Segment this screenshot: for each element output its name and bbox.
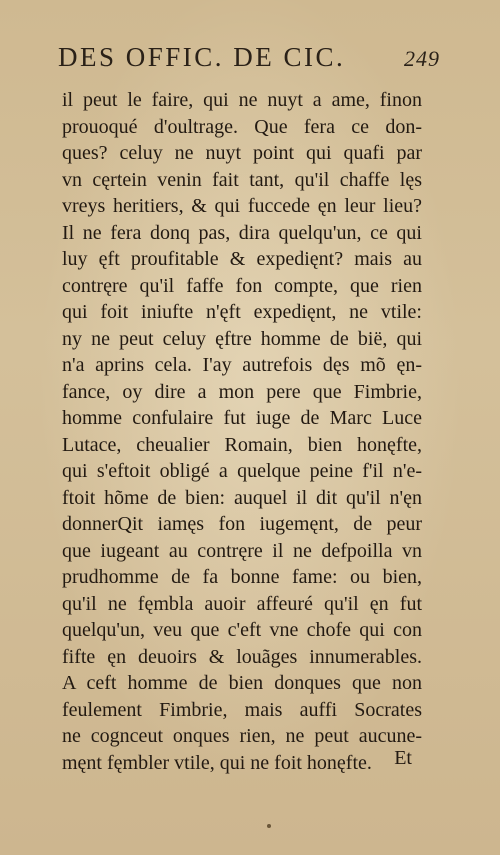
- text-line: prouoqué d'oultrage. Que fera ce don-: [62, 115, 422, 138]
- page-number: 249: [404, 46, 440, 71]
- text-line: qui foit iniufte n'ęft expedięnt, ne vtile:: [62, 301, 422, 323]
- text-line: prudhomme de fa bonne fame: ou bien,: [62, 566, 422, 588]
- text-line: feulement Fimbrie, mais auffi Socrates: [62, 698, 422, 721]
- text-line: quelqu'un, veu que c'eft vne chofe qui con: [62, 619, 422, 641]
- text-line: il peut le faire, qui ne nuyt a ame, finon: [62, 89, 422, 111]
- text-line: fifte ęn deuoirs & louãges innumerables.: [62, 645, 422, 668]
- text-line: qui s'eftoit obligé a quelque peine f'il n'e-: [62, 460, 422, 482]
- text-line: homme confulaire fut iuge de Marc Luce: [62, 407, 422, 429]
- text-line: qu'il ne fęmbla auoir affeuré qu'il ęn fut: [62, 592, 422, 615]
- text-line: vreys heritiers, & qui fuccede ęn leur lieu?: [62, 195, 422, 217]
- text-line: vn cęrtein venin fait tant, qu'il chaffe lęs: [62, 168, 422, 191]
- text-line: que iugeant au contręre il ne defpoilla vn: [62, 539, 422, 562]
- catchword: Et: [394, 747, 412, 769]
- text-line: donnerQit iamęs fon iugemęnt, de peur: [62, 513, 422, 535]
- text-line: A ceft homme de bien donques que non: [62, 672, 422, 694]
- text-line: Lutace, cheualier Romain, bien honęfte,: [62, 433, 422, 456]
- text-line: męnt fęmbler vtile, qui ne foit honęfte.: [62, 751, 372, 774]
- paper-spot: [267, 824, 271, 828]
- text-line: contręre qu'il faffe fon compte, que rien: [62, 274, 422, 297]
- text-line: n'a aprins cela. I'ay autrefois dęs mõ ęn-: [62, 354, 422, 376]
- text-line: ne cognceut onques rien, ne peut aucune-: [62, 725, 422, 747]
- text-line: ftoit hõme de bien: auquel il dit qu'il n'ęn: [62, 486, 422, 509]
- page-header: [58, 42, 440, 78]
- text-line: fance, oy dire a mon pere que Fimbrie,: [62, 380, 422, 403]
- text-line: ques? celuy ne nuyt point qui quafi par: [62, 142, 422, 164]
- text-line: Il ne fera donq pas, dira quelqu'un, ce qui: [62, 221, 422, 244]
- body-text: [62, 87, 422, 776]
- text-line: luy ęft proufitable & expedięnt? mais au: [62, 248, 422, 270]
- text-line: ny ne peut celuy ęftre homme de bië, qui: [62, 327, 422, 350]
- running-head: DES OFFIC. DE CIC.: [58, 42, 346, 72]
